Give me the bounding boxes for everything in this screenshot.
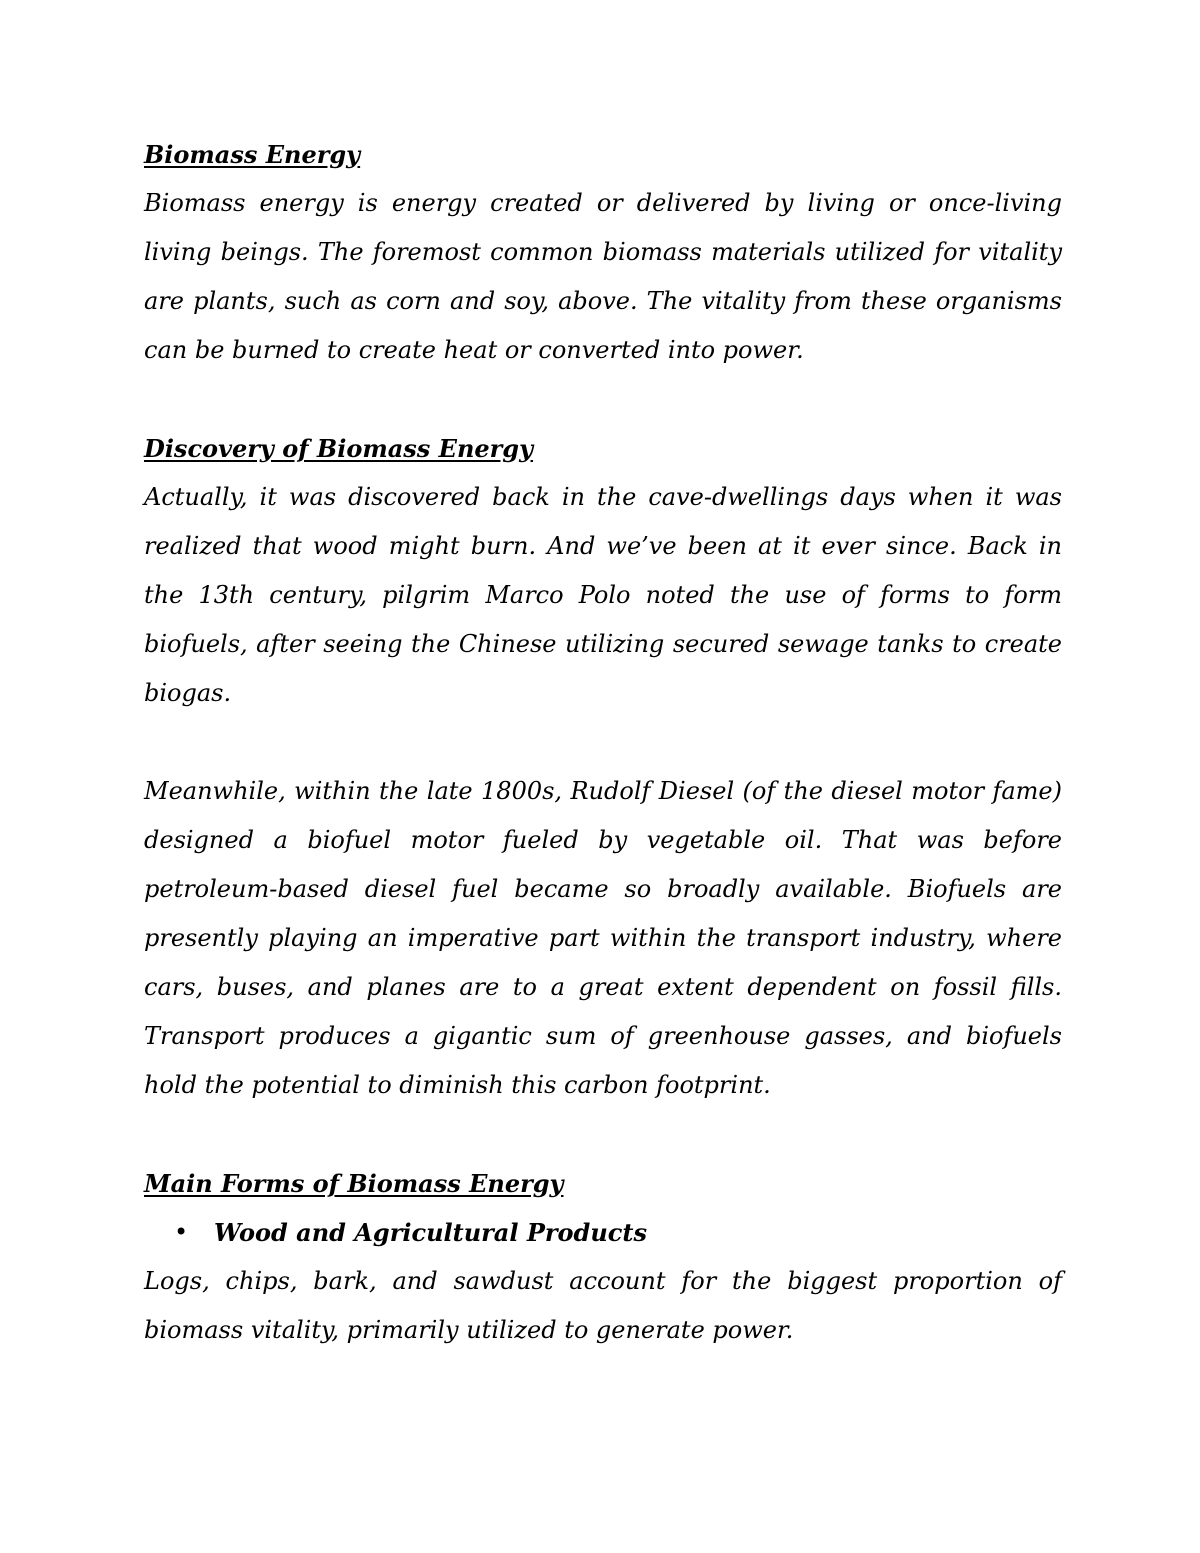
heading-biomass-energy: Biomass Energy: [144, 140, 361, 169]
bullet-item-label: Wood and Agricultural Products: [214, 1218, 647, 1247]
bullet-icon: •: [174, 1218, 189, 1246]
paragraph-discovery-history: Actually, it was discovered back in the cave-dwellings days when it was realized that wood might burn. And we’ve been at it ever since. Back in the 13th century, pilgrim Marco Polo noted the use of forms to form biofuels, after seeing the Chinese utilizing secured sewage tanks to create biogas.: [144, 483, 1062, 707]
paragraph-biomass-definition: Biomass energy is energy created or delivered by living or once-living living beings. The foremost common biomass materials utilized for vitality are plants, such as corn and soy, above. The vitality from these organisms can be burned to create heat or converted into power.: [144, 189, 1062, 364]
document-page: [144, 130, 1062, 1355]
spacer: [144, 1110, 1062, 1159]
paragraph-diesel-biofuels: Meanwhile, within the late 1800s, Rudolf Diesel (of the diesel motor fame) designed a biofuel motor fueled by vegetable oil. That was before petroleum-based diesel fuel became so broadly available. Biofuels are presently playing an imperative part within the transport industry, where cars, buses, and planes are to a great extent dependent on fossil fills. Transport produces a gigantic sum of greenhouse gasses, and biofuels hold the potential to diminish this carbon footprint.: [144, 777, 1062, 1099]
heading-discovery: Discovery of Biomass Energy: [144, 434, 534, 463]
spacer: [144, 718, 1062, 767]
bullet-list: [144, 1208, 1062, 1257]
spacer: [144, 375, 1062, 424]
list-item: [144, 1208, 1062, 1257]
heading-main-forms: Main Forms of Biomass Energy: [144, 1169, 564, 1198]
paragraph-wood-products: Logs, chips, bark, and sawdust account for the biggest proportion of biomass vitality, primarily utilized to generate power.: [144, 1267, 1062, 1344]
